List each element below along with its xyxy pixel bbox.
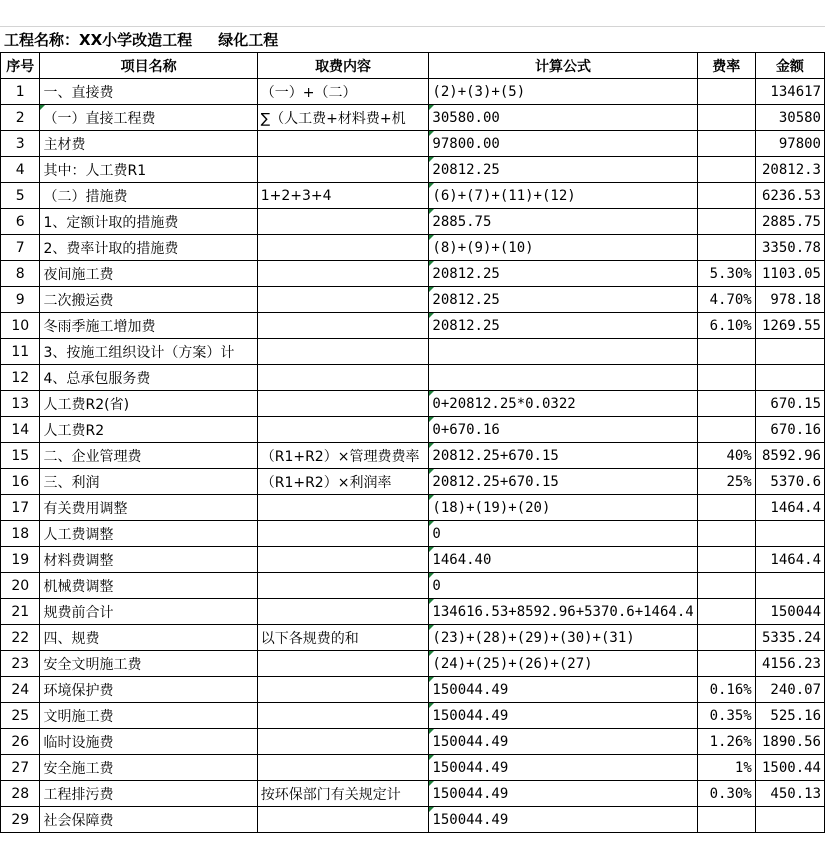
cell-content[interactable]	[257, 599, 429, 625]
cell-formula[interactable]: (23)+(28)+(29)+(30)+(31)	[429, 625, 697, 651]
table-row	[1, 495, 825, 521]
header-cell-content[interactable]: 取费内容	[257, 53, 429, 79]
cell-rate[interactable]: 5.30%	[697, 261, 755, 287]
cell-no[interactable]: 19	[1, 547, 40, 573]
cell-amount[interactable]: 1464.4	[755, 495, 824, 521]
project-title: 工程名称：XX小学改造工程 绿化工程	[4, 31, 279, 49]
cell-rate[interactable]: 0.35%	[697, 703, 755, 729]
cell-content[interactable]: 以下各规费的和	[257, 625, 429, 651]
cell-name[interactable]: 三、利润	[40, 469, 257, 495]
cell-name[interactable]: 安全施工费	[40, 755, 257, 781]
cell-rate[interactable]	[697, 235, 755, 261]
cell-rate[interactable]	[697, 495, 755, 521]
cell-formula[interactable]: 150044.49	[429, 703, 697, 729]
cell-content[interactable]: 1+2+3+4	[257, 183, 429, 209]
cell-no[interactable]: 9	[1, 287, 40, 313]
cell-name[interactable]: 2、费率计取的措施费	[40, 235, 257, 261]
cell-formula[interactable]: 150044.49	[429, 677, 697, 703]
cell-formula[interactable]: (24)+(25)+(26)+(27)	[429, 651, 697, 677]
cell-no[interactable]: 1	[1, 79, 40, 105]
cell-content[interactable]: ∑（人工费+材料费+机	[257, 105, 429, 131]
cell-rate[interactable]: 0.30%	[697, 781, 755, 807]
cell-rate[interactable]	[697, 209, 755, 235]
cell-rate[interactable]	[697, 807, 755, 833]
header-cell-formula[interactable]: 计算公式	[429, 53, 697, 79]
cell-amount[interactable]: 240.07	[755, 677, 824, 703]
cell-no[interactable]: 6	[1, 209, 40, 235]
cell-name[interactable]: 二、企业管理费	[40, 443, 257, 469]
cell-rate[interactable]: 1.26%	[697, 729, 755, 755]
cell-amount[interactable]	[755, 339, 824, 365]
cell-content[interactable]	[257, 703, 429, 729]
cell-rate[interactable]	[697, 339, 755, 365]
cell-name[interactable]: 材料费调整	[40, 547, 257, 573]
cell-content[interactable]	[257, 235, 429, 261]
cell-content[interactable]	[257, 677, 429, 703]
cell-amount[interactable]: 978.18	[755, 287, 824, 313]
cell-content[interactable]	[257, 755, 429, 781]
cell-content[interactable]	[257, 157, 429, 183]
cell-content[interactable]	[257, 261, 429, 287]
cell-name[interactable]: 人工费R2	[40, 417, 257, 443]
cell-formula[interactable]: 0+670.16	[429, 417, 697, 443]
cell-amount[interactable]: 1464.4	[755, 547, 824, 573]
cell-name[interactable]: 人工费调整	[40, 521, 257, 547]
cell-amount[interactable]: 1269.55	[755, 313, 824, 339]
table-row	[1, 729, 825, 755]
cell-formula[interactable]: 134616.53+8592.96+5370.6+1464.4	[429, 599, 697, 625]
cell-formula[interactable]	[429, 339, 697, 365]
header-cell-name[interactable]: 项目名称	[40, 53, 257, 79]
cell-content[interactable]	[257, 287, 429, 313]
cell-rate[interactable]: 1%	[697, 755, 755, 781]
cell-formula[interactable]: 20812.25	[429, 261, 697, 287]
cell-amount[interactable]: 525.16	[755, 703, 824, 729]
cell-rate[interactable]: 25%	[697, 469, 755, 495]
table-row	[1, 625, 825, 651]
cell-rate[interactable]	[697, 183, 755, 209]
cell-content[interactable]	[257, 391, 429, 417]
cell-name[interactable]: 1、定额计取的措施费	[40, 209, 257, 235]
table-row	[1, 599, 825, 625]
cell-name[interactable]: 临时设施费	[40, 729, 257, 755]
table-row	[1, 573, 825, 599]
table-row	[1, 183, 825, 209]
table-row	[1, 287, 825, 313]
cell-no[interactable]: 20	[1, 573, 40, 599]
cell-no[interactable]: 14	[1, 417, 40, 443]
table-row	[1, 79, 825, 105]
table-row	[1, 703, 825, 729]
cell-amount[interactable]: 1103.05	[755, 261, 824, 287]
cell-amount[interactable]: 4156.23	[755, 651, 824, 677]
cell-amount[interactable]	[755, 521, 824, 547]
cell-formula[interactable]: 0	[429, 521, 697, 547]
table-row	[1, 651, 825, 677]
header-cell-no[interactable]: 序号	[1, 53, 40, 79]
cell-no[interactable]: 13	[1, 391, 40, 417]
cell-name[interactable]: 环境保护费	[40, 677, 257, 703]
cell-formula[interactable]: 150044.49	[429, 807, 697, 833]
cell-formula[interactable]: 150044.49	[429, 781, 697, 807]
cell-formula[interactable]: 1464.40	[429, 547, 697, 573]
header-cell-amount[interactable]: 金额	[755, 53, 824, 79]
cell-name[interactable]: （二）措施费	[40, 183, 257, 209]
cell-formula[interactable]: (2)+(3)+(5)	[429, 79, 697, 105]
cell-formula[interactable]: (6)+(7)+(11)+(12)	[429, 183, 697, 209]
cell-amount[interactable]: 97800	[755, 131, 824, 157]
cell-amount[interactable]: 670.16	[755, 417, 824, 443]
table-row	[1, 339, 825, 365]
cell-name[interactable]: 冬雨季施工增加费	[40, 313, 257, 339]
cell-content[interactable]	[257, 209, 429, 235]
cell-formula[interactable]: 2885.75	[429, 209, 697, 235]
table-row	[1, 469, 825, 495]
cell-amount[interactable]: 5335.24	[755, 625, 824, 651]
cell-no[interactable]: 26	[1, 729, 40, 755]
cell-formula[interactable]: 20812.25+670.15	[429, 443, 697, 469]
cell-content[interactable]	[257, 313, 429, 339]
cell-rate[interactable]	[697, 105, 755, 131]
cell-formula[interactable]: 0+20812.25*0.0322	[429, 391, 697, 417]
cell-amount[interactable]: 8592.96	[755, 443, 824, 469]
table-row	[1, 417, 825, 443]
cell-no[interactable]: 4	[1, 157, 40, 183]
cell-amount[interactable]	[755, 573, 824, 599]
cell-amount[interactable]: 30580	[755, 105, 824, 131]
cell-amount[interactable]: 1500.44	[755, 755, 824, 781]
header-cell-rate[interactable]: 费率	[697, 53, 755, 79]
cell-amount[interactable]: 5370.6	[755, 469, 824, 495]
table-row	[1, 443, 825, 469]
cell-name[interactable]: 文明施工费	[40, 703, 257, 729]
cell-formula[interactable]: 20812.25	[429, 313, 697, 339]
cell-formula[interactable]: 20812.25	[429, 287, 697, 313]
cell-no[interactable]: 3	[1, 131, 40, 157]
table-row	[1, 209, 825, 235]
cell-rate[interactable]: 4.70%	[697, 287, 755, 313]
cell-amount[interactable]	[755, 807, 824, 833]
cell-formula[interactable]: 30580.00	[429, 105, 697, 131]
cell-no[interactable]: 22	[1, 625, 40, 651]
cell-no[interactable]: 15	[1, 443, 40, 469]
cell-no[interactable]: 8	[1, 261, 40, 287]
cell-formula[interactable]: 20812.25	[429, 157, 697, 183]
cell-content[interactable]	[257, 573, 429, 599]
cell-amount[interactable]: 20812.3	[755, 157, 824, 183]
cell-content[interactable]	[257, 521, 429, 547]
cell-no[interactable]: 27	[1, 755, 40, 781]
cell-rate[interactable]	[697, 625, 755, 651]
table-row	[1, 131, 825, 157]
cell-content[interactable]	[257, 131, 429, 157]
cell-no[interactable]: 16	[1, 469, 40, 495]
cell-name[interactable]: 其中：人工费R1	[40, 157, 257, 183]
cell-amount[interactable]: 450.13	[755, 781, 824, 807]
cell-name[interactable]: （一）直接工程费	[40, 105, 257, 131]
cell-formula[interactable]: (18)+(19)+(20)	[429, 495, 697, 521]
table-row	[1, 547, 825, 573]
cell-name[interactable]: 安全文明施工费	[40, 651, 257, 677]
cell-amount[interactable]: 670.15	[755, 391, 824, 417]
cell-name[interactable]: 四、规费	[40, 625, 257, 651]
cell-name[interactable]: 一、直接费	[40, 79, 257, 105]
cell-no[interactable]: 18	[1, 521, 40, 547]
cell-rate[interactable]	[697, 573, 755, 599]
cell-amount[interactable]: 6236.53	[755, 183, 824, 209]
cell-no[interactable]: 17	[1, 495, 40, 521]
table-row	[1, 365, 825, 391]
table-row	[1, 105, 825, 131]
cell-rate[interactable]: 0.16%	[697, 677, 755, 703]
cell-formula[interactable]: (8)+(9)+(10)	[429, 235, 697, 261]
table-row	[1, 261, 825, 287]
table-row	[1, 755, 825, 781]
cell-rate[interactable]: 40%	[697, 443, 755, 469]
cell-name[interactable]: 机械费调整	[40, 573, 257, 599]
table-row	[1, 521, 825, 547]
cell-content[interactable]	[257, 339, 429, 365]
cell-content[interactable]: （一）+（二）	[257, 79, 429, 105]
cell-content[interactable]	[257, 417, 429, 443]
table-row	[1, 313, 825, 339]
cell-amount[interactable]: 134617	[755, 79, 824, 105]
cell-no[interactable]: 11	[1, 339, 40, 365]
cell-no[interactable]: 5	[1, 183, 40, 209]
cell-name[interactable]: 工程排污费	[40, 781, 257, 807]
cell-formula[interactable]	[429, 365, 697, 391]
cell-content[interactable]	[257, 547, 429, 573]
cell-rate[interactable]	[697, 131, 755, 157]
cell-no[interactable]: 12	[1, 365, 40, 391]
formula-bar-area	[0, 0, 825, 27]
cell-rate[interactable]	[697, 417, 755, 443]
cell-no[interactable]: 28	[1, 781, 40, 807]
table-row	[1, 391, 825, 417]
cell-content[interactable]	[257, 807, 429, 833]
cell-no[interactable]: 7	[1, 235, 40, 261]
cell-name[interactable]: 社会保障费	[40, 807, 257, 833]
cell-formula[interactable]: 20812.25+670.15	[429, 469, 697, 495]
cell-no[interactable]: 29	[1, 807, 40, 833]
table-row	[1, 235, 825, 261]
table-row	[1, 677, 825, 703]
cell-content[interactable]: （R1+R2）×管理费费率	[257, 443, 429, 469]
cell-amount[interactable]: 1890.56	[755, 729, 824, 755]
cell-formula[interactable]: 97800.00	[429, 131, 697, 157]
cell-no[interactable]: 23	[1, 651, 40, 677]
cell-no[interactable]: 24	[1, 677, 40, 703]
cell-rate[interactable]	[697, 521, 755, 547]
cell-amount[interactable]: 2885.75	[755, 209, 824, 235]
table-row	[1, 157, 825, 183]
cell-amount[interactable]: 3350.78	[755, 235, 824, 261]
cell-rate[interactable]	[697, 391, 755, 417]
cell-content[interactable]	[257, 729, 429, 755]
table-row	[1, 807, 825, 833]
cell-rate[interactable]	[697, 599, 755, 625]
cell-name[interactable]: 4、总承包服务费	[40, 365, 257, 391]
cell-rate[interactable]: 6.10%	[697, 313, 755, 339]
cell-rate[interactable]	[697, 651, 755, 677]
cell-formula[interactable]: 150044.49	[429, 755, 697, 781]
cell-rate[interactable]	[697, 79, 755, 105]
cell-formula[interactable]: 0	[429, 573, 697, 599]
cell-name[interactable]: 夜间施工费	[40, 261, 257, 287]
cell-content[interactable]	[257, 651, 429, 677]
cell-rate[interactable]	[697, 365, 755, 391]
cell-name[interactable]: 规费前合计	[40, 599, 257, 625]
cell-name[interactable]: 二次搬运费	[40, 287, 257, 313]
cell-no[interactable]: 10	[1, 313, 40, 339]
cell-content[interactable]	[257, 495, 429, 521]
cell-no[interactable]: 25	[1, 703, 40, 729]
header-row	[1, 53, 825, 79]
cell-content[interactable]: 按环保部门有关规定计	[257, 781, 429, 807]
cell-no[interactable]: 2	[1, 105, 40, 131]
cell-name[interactable]: 有关费用调整	[40, 495, 257, 521]
cell-rate[interactable]	[697, 157, 755, 183]
cost-table	[0, 52, 825, 833]
table-row	[1, 781, 825, 807]
cell-formula[interactable]: 150044.49	[429, 729, 697, 755]
cell-no[interactable]: 21	[1, 599, 40, 625]
cell-name[interactable]: 3、按施工组织设计（方案）计	[40, 339, 257, 365]
cell-content[interactable]	[257, 365, 429, 391]
cell-name[interactable]: 人工费R2(省)	[40, 391, 257, 417]
cell-content[interactable]: （R1+R2）×利润率	[257, 469, 429, 495]
cell-amount[interactable]	[755, 365, 824, 391]
cell-rate[interactable]	[697, 547, 755, 573]
cell-name[interactable]: 主材费	[40, 131, 257, 157]
cell-amount[interactable]: 150044	[755, 599, 824, 625]
